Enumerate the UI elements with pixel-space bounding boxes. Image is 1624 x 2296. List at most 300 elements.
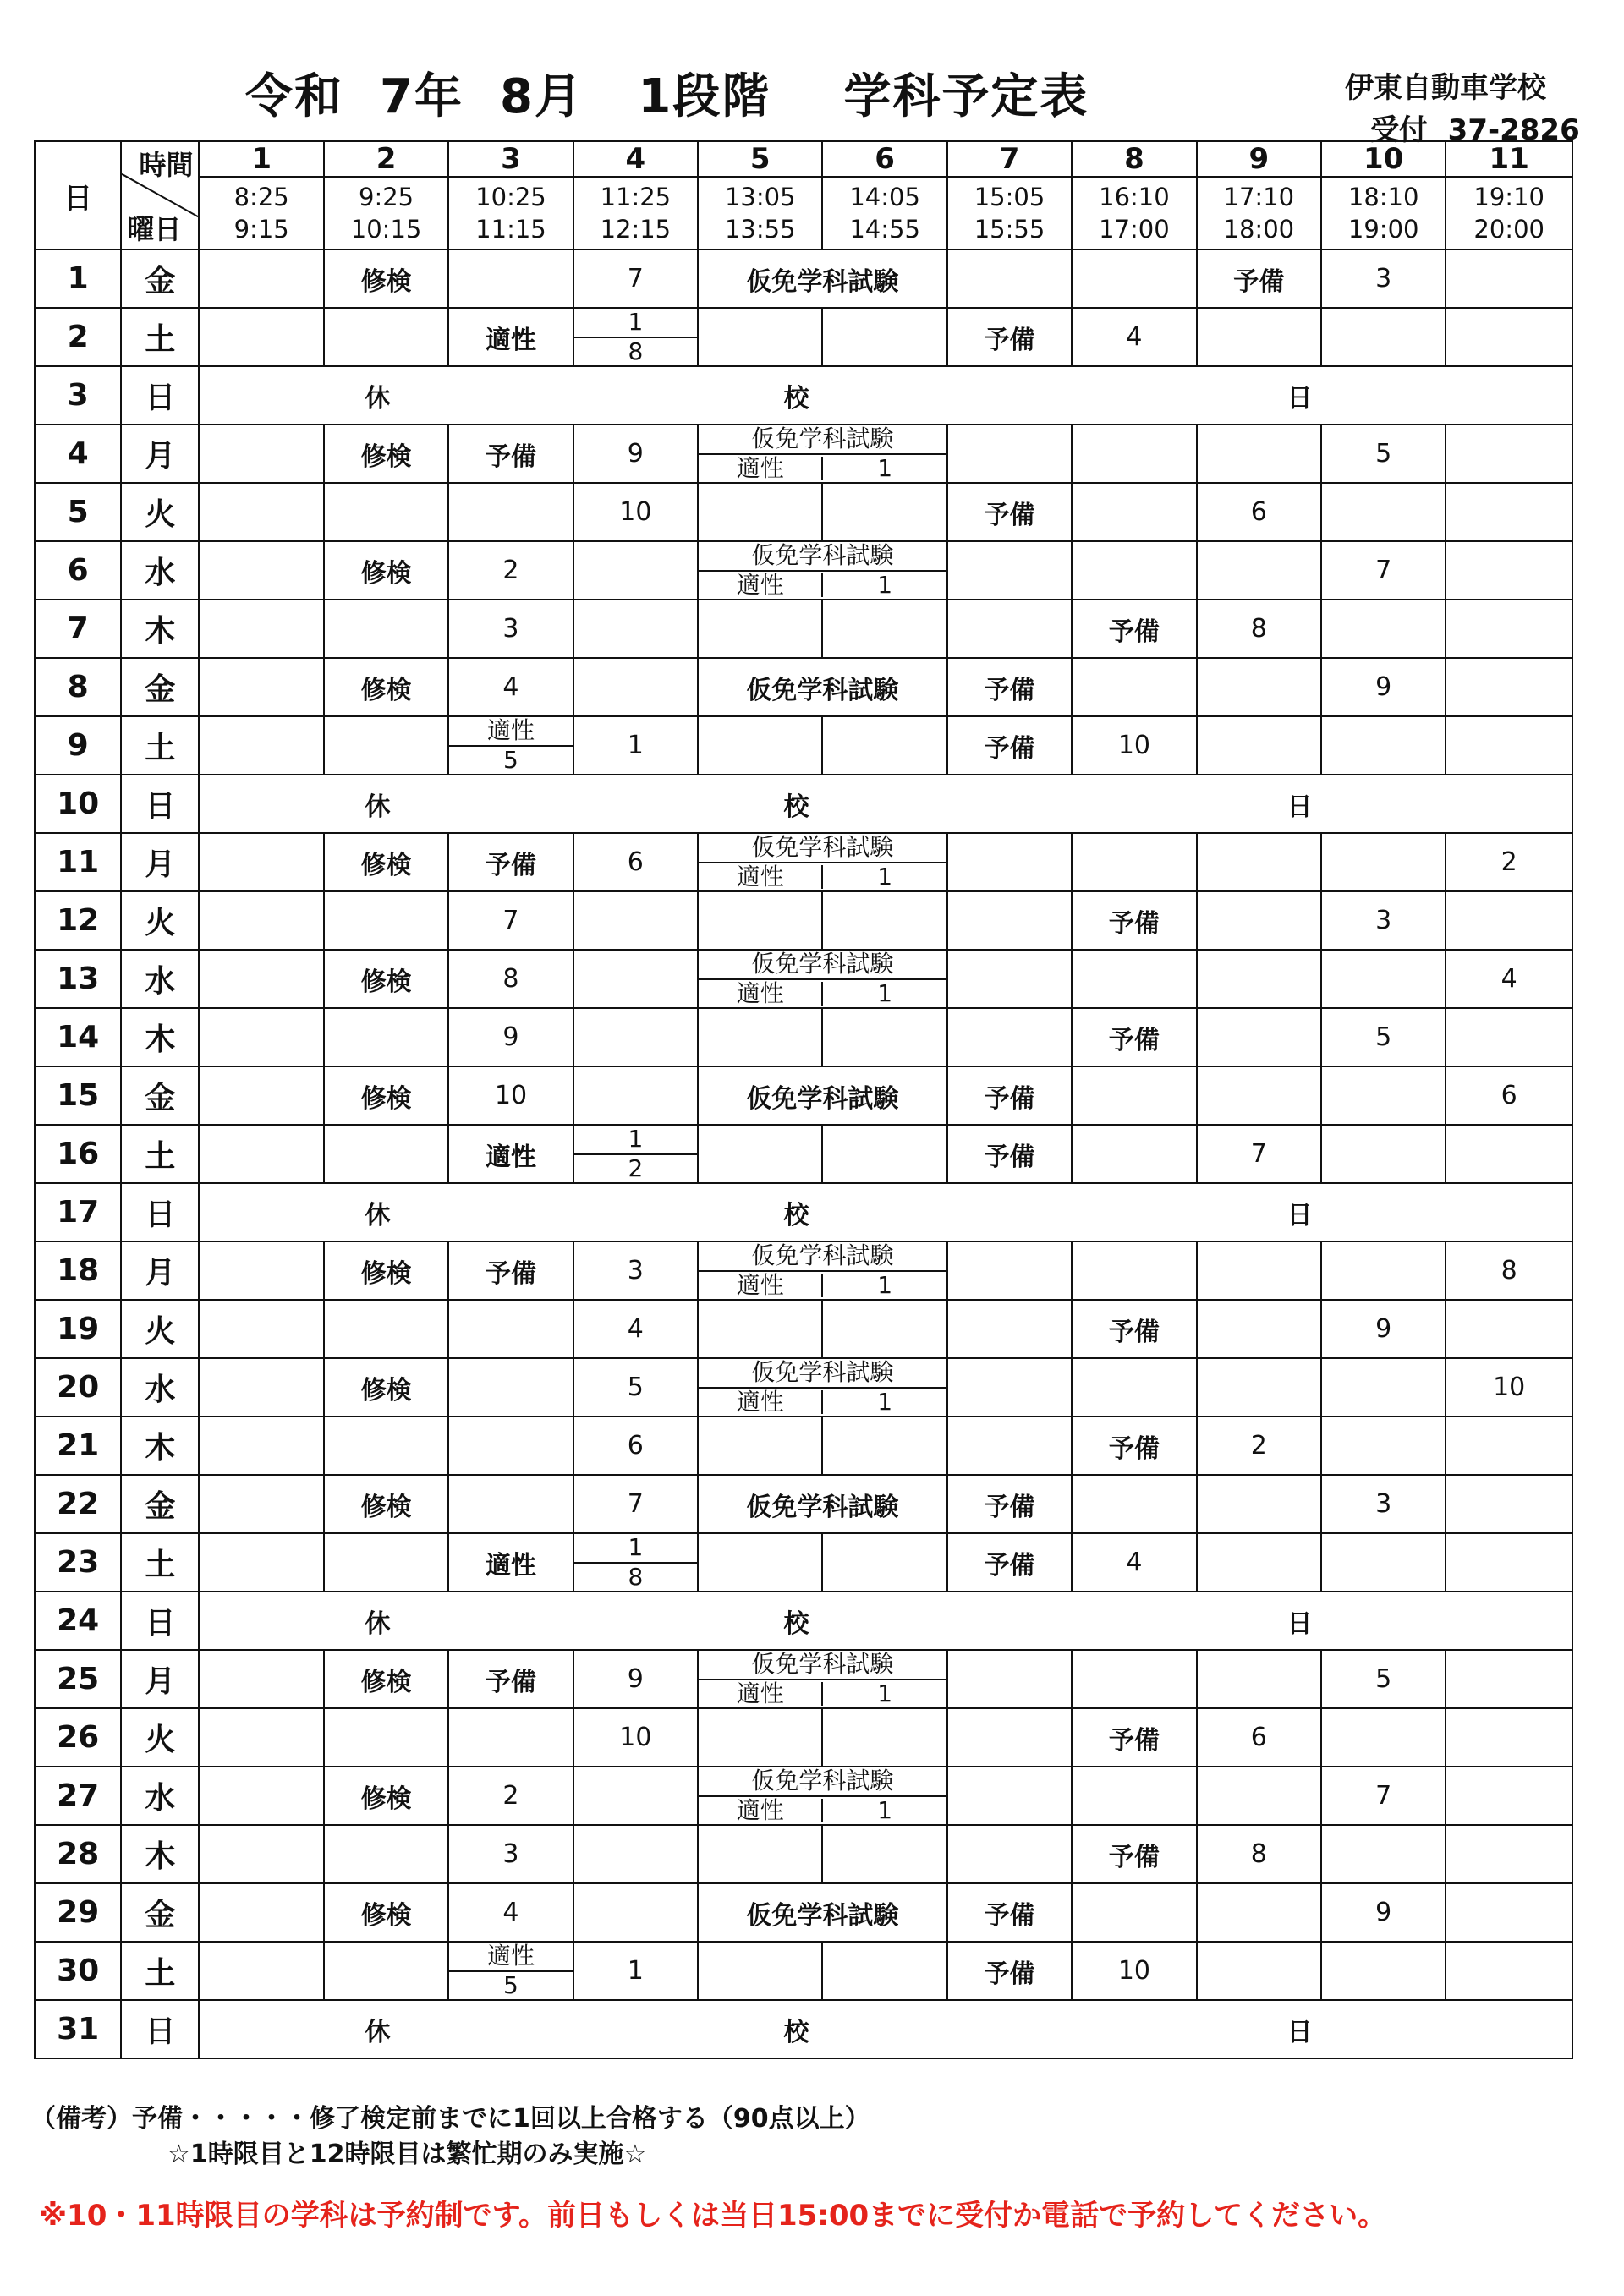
period-9 bbox=[1197, 716, 1321, 775]
reservation-note: ※10・11時限目の学科は予約制です。前日もしくは当日15:00までに受付か電話で予約してください。 bbox=[39, 2199, 1387, 2233]
day-row bbox=[35, 1592, 1572, 1650]
day-row bbox=[35, 833, 1572, 891]
period-7 bbox=[947, 891, 1072, 950]
day-row bbox=[35, 891, 1572, 950]
period-4 bbox=[573, 1125, 698, 1183]
schedule-table bbox=[34, 140, 1573, 2059]
period-2 bbox=[324, 716, 448, 775]
period-8: 予備 bbox=[1072, 1008, 1196, 1066]
period-9 bbox=[1197, 658, 1321, 716]
period-3 bbox=[448, 1417, 573, 1475]
period-end: 14:55 bbox=[849, 215, 920, 244]
period-8 bbox=[1072, 1241, 1196, 1300]
aptitude-split-bottom: 5 bbox=[503, 745, 518, 774]
period-2: 修検 bbox=[324, 1767, 448, 1825]
number-split bbox=[574, 309, 697, 365]
day-number: 13 bbox=[35, 950, 121, 1008]
period-number-3: 3 bbox=[448, 141, 573, 177]
period-4: 10 bbox=[573, 483, 698, 541]
day-number: 3 bbox=[35, 366, 121, 425]
period-6 bbox=[822, 1008, 946, 1066]
period-11 bbox=[1446, 1883, 1572, 1942]
period-10: 3 bbox=[1321, 249, 1446, 308]
period-11 bbox=[1446, 541, 1572, 600]
exam-aptitude-cell bbox=[698, 1650, 947, 1708]
period-3: 8 bbox=[448, 950, 573, 1008]
period-4 bbox=[573, 950, 698, 1008]
period-11: 6 bbox=[1446, 1066, 1572, 1125]
period-5 bbox=[698, 483, 822, 541]
period-1 bbox=[199, 833, 323, 891]
period-1 bbox=[199, 1125, 323, 1183]
period-time-9 bbox=[1197, 177, 1321, 249]
period-7 bbox=[947, 1241, 1072, 1300]
period-2 bbox=[324, 1125, 448, 1183]
period-7 bbox=[947, 1767, 1072, 1825]
period-2 bbox=[324, 1417, 448, 1475]
day-column-header: 日 bbox=[35, 141, 121, 249]
period-4 bbox=[573, 1883, 698, 1942]
period-10 bbox=[1321, 600, 1446, 658]
exam-aptitude bbox=[699, 1767, 946, 1824]
period-time-6 bbox=[822, 177, 946, 249]
number-split bbox=[574, 1534, 697, 1591]
period-10 bbox=[1321, 1942, 1446, 2000]
period-1 bbox=[199, 1358, 323, 1417]
period-3 bbox=[448, 249, 573, 308]
aptitude-label: 適性 bbox=[699, 982, 823, 1006]
aptitude-label: 適性 bbox=[699, 1274, 823, 1297]
exam-aptitude-cell bbox=[698, 1767, 947, 1825]
title-row bbox=[0, 59, 1624, 147]
weekday: 水 bbox=[121, 950, 199, 1008]
period-3: 予備 bbox=[448, 1241, 573, 1300]
weekday: 木 bbox=[121, 1825, 199, 1883]
period-1 bbox=[199, 1533, 323, 1592]
number-split-top: 1 bbox=[574, 309, 697, 338]
period-5 bbox=[698, 1125, 822, 1183]
period-1 bbox=[199, 1066, 323, 1125]
period-2: 修検 bbox=[324, 1241, 448, 1300]
exam-cell: 仮免学科試験 bbox=[698, 1066, 947, 1125]
period-10: 7 bbox=[1321, 541, 1446, 600]
day-number: 26 bbox=[35, 1708, 121, 1767]
closed-word-1: 休 bbox=[365, 383, 391, 414]
period-3: 2 bbox=[448, 541, 573, 600]
closed-word-2: 校 bbox=[783, 792, 809, 822]
page-title: 令和 7年 8月 1段階 学科予定表 bbox=[245, 69, 1089, 124]
period-7: 予備 bbox=[947, 1475, 1072, 1533]
period-number-5: 5 bbox=[698, 141, 822, 177]
period-2 bbox=[324, 1825, 448, 1883]
period-1 bbox=[199, 1475, 323, 1533]
day-row bbox=[35, 1767, 1572, 1825]
period-7 bbox=[947, 833, 1072, 891]
period-11 bbox=[1446, 1942, 1572, 2000]
day-number: 31 bbox=[35, 2000, 121, 2058]
period-3: 適性 bbox=[448, 1533, 573, 1592]
period-7 bbox=[947, 1825, 1072, 1883]
period-time-7 bbox=[947, 177, 1072, 249]
day-number: 1 bbox=[35, 249, 121, 308]
day-number: 29 bbox=[35, 1883, 121, 1942]
weekday: 金 bbox=[121, 1883, 199, 1942]
period-10: 9 bbox=[1321, 1883, 1446, 1942]
day-number: 2 bbox=[35, 308, 121, 366]
period-9 bbox=[1197, 1066, 1321, 1125]
period-end: 12:15 bbox=[600, 215, 672, 244]
period-5 bbox=[698, 308, 822, 366]
closed-day-cell bbox=[199, 366, 1572, 425]
period-9 bbox=[1197, 1883, 1321, 1942]
period-8 bbox=[1072, 950, 1196, 1008]
period-4 bbox=[573, 1533, 698, 1592]
exam-label: 仮免学科試験 bbox=[699, 1359, 946, 1389]
period-4 bbox=[573, 600, 698, 658]
period-2 bbox=[324, 1708, 448, 1767]
weekday: 土 bbox=[121, 308, 199, 366]
period-2: 修検 bbox=[324, 249, 448, 308]
period-1 bbox=[199, 716, 323, 775]
period-end: 13:55 bbox=[724, 215, 796, 244]
period-8: 予備 bbox=[1072, 1825, 1196, 1883]
day-row bbox=[35, 249, 1572, 308]
header-row-periods bbox=[35, 141, 1572, 177]
period-8 bbox=[1072, 1883, 1196, 1942]
period-7: 予備 bbox=[947, 1125, 1072, 1183]
period-9 bbox=[1197, 833, 1321, 891]
period-end: 17:00 bbox=[1099, 215, 1170, 244]
day-row bbox=[35, 1942, 1572, 2000]
period-11: 2 bbox=[1446, 833, 1572, 891]
aptitude-row bbox=[699, 980, 946, 1008]
weekday: 日 bbox=[121, 775, 199, 833]
period-9 bbox=[1197, 541, 1321, 600]
aptitude-value: 1 bbox=[877, 570, 893, 599]
period-1 bbox=[199, 1825, 323, 1883]
aptitude-row bbox=[699, 1797, 946, 1825]
period-start: 15:05 bbox=[974, 183, 1045, 211]
closed-day-cell bbox=[199, 2000, 1572, 2058]
exam-aptitude bbox=[699, 425, 946, 482]
period-5 bbox=[698, 600, 822, 658]
period-4: 1 bbox=[573, 1942, 698, 2000]
period-start: 13:05 bbox=[724, 183, 796, 211]
period-number-9: 9 bbox=[1197, 141, 1321, 177]
period-6 bbox=[822, 1533, 946, 1592]
period-4: 6 bbox=[573, 833, 698, 891]
period-5 bbox=[698, 891, 822, 950]
period-10: 5 bbox=[1321, 1650, 1446, 1708]
period-11 bbox=[1446, 249, 1572, 308]
day-number: 22 bbox=[35, 1475, 121, 1533]
period-start: 16:10 bbox=[1099, 183, 1170, 211]
period-time-2 bbox=[324, 177, 448, 249]
period-2: 修検 bbox=[324, 833, 448, 891]
closed-word-1: 休 bbox=[365, 792, 391, 822]
weekday: 月 bbox=[121, 1241, 199, 1300]
period-8: 予備 bbox=[1072, 1708, 1196, 1767]
period-5 bbox=[698, 1008, 822, 1066]
period-6 bbox=[822, 1300, 946, 1358]
period-time-11 bbox=[1446, 177, 1572, 249]
day-row bbox=[35, 1241, 1572, 1300]
period-9 bbox=[1197, 1358, 1321, 1417]
aptitude-row bbox=[699, 1272, 946, 1300]
period-8 bbox=[1072, 541, 1196, 600]
period-9: 7 bbox=[1197, 1125, 1321, 1183]
exam-aptitude-cell bbox=[698, 1241, 947, 1300]
period-8 bbox=[1072, 249, 1196, 308]
period-7 bbox=[947, 1008, 1072, 1066]
period-10: 9 bbox=[1321, 1300, 1446, 1358]
period-1 bbox=[199, 249, 323, 308]
period-3: 4 bbox=[448, 1883, 573, 1942]
aptitude-split-top: 適性 bbox=[449, 717, 572, 747]
day-row bbox=[35, 1358, 1572, 1417]
period-8 bbox=[1072, 1125, 1196, 1183]
weekday: 木 bbox=[121, 1417, 199, 1475]
period-7 bbox=[947, 425, 1072, 483]
period-4 bbox=[573, 541, 698, 600]
period-number-4: 4 bbox=[573, 141, 698, 177]
aptitude-value: 1 bbox=[877, 978, 893, 1007]
period-time-8 bbox=[1072, 177, 1196, 249]
aptitude-label: 適性 bbox=[699, 865, 823, 889]
exam-aptitude bbox=[699, 542, 946, 599]
day-number: 27 bbox=[35, 1767, 121, 1825]
period-3 bbox=[448, 1708, 573, 1767]
period-11 bbox=[1446, 1417, 1572, 1475]
period-10 bbox=[1321, 1417, 1446, 1475]
period-1 bbox=[199, 483, 323, 541]
weekday: 日 bbox=[121, 2000, 199, 2058]
closed-word-2: 校 bbox=[783, 383, 809, 414]
weekday: 日 bbox=[121, 1592, 199, 1650]
exam-aptitude-cell bbox=[698, 833, 947, 891]
weekday: 月 bbox=[121, 1650, 199, 1708]
exam-label: 仮免学科試験 bbox=[699, 1242, 946, 1272]
closed-day-cell bbox=[199, 1183, 1572, 1241]
weekday: 金 bbox=[121, 1475, 199, 1533]
day-row bbox=[35, 2000, 1572, 2058]
period-4: 9 bbox=[573, 1650, 698, 1708]
period-4 bbox=[573, 891, 698, 950]
period-7 bbox=[947, 541, 1072, 600]
day-number: 12 bbox=[35, 891, 121, 950]
period-11: 4 bbox=[1446, 950, 1572, 1008]
remarks-line1: 予備・・・・・修了検定前までに1回以上合格する（90点以上） bbox=[132, 2104, 870, 2134]
exam-aptitude bbox=[699, 1242, 946, 1299]
exam-aptitude bbox=[699, 834, 946, 890]
aptitude-value: 1 bbox=[877, 1387, 893, 1416]
period-1 bbox=[199, 1650, 323, 1708]
period-6 bbox=[822, 1825, 946, 1883]
period-3: 7 bbox=[448, 891, 573, 950]
period-11 bbox=[1446, 1533, 1572, 1592]
period-3 bbox=[448, 1475, 573, 1533]
period-6 bbox=[822, 891, 946, 950]
day-row bbox=[35, 1183, 1572, 1241]
period-1 bbox=[199, 1767, 323, 1825]
period-start: 18:10 bbox=[1347, 183, 1419, 211]
day-row bbox=[35, 716, 1572, 775]
day-number: 8 bbox=[35, 658, 121, 716]
period-time-3 bbox=[448, 177, 573, 249]
aptitude-split bbox=[449, 1943, 572, 1999]
day-row bbox=[35, 600, 1572, 658]
period-9 bbox=[1197, 950, 1321, 1008]
period-7 bbox=[947, 600, 1072, 658]
day-number: 9 bbox=[35, 716, 121, 775]
day-number: 5 bbox=[35, 483, 121, 541]
period-8: 10 bbox=[1072, 716, 1196, 775]
period-4: 9 bbox=[573, 425, 698, 483]
period-2 bbox=[324, 600, 448, 658]
period-9 bbox=[1197, 1650, 1321, 1708]
period-7 bbox=[947, 1650, 1072, 1708]
period-3: 予備 bbox=[448, 833, 573, 891]
aptitude-label: 適性 bbox=[699, 573, 823, 597]
day-row bbox=[35, 950, 1572, 1008]
closed-word-3: 日 bbox=[1287, 383, 1313, 414]
weekday: 月 bbox=[121, 833, 199, 891]
period-4: 7 bbox=[573, 1475, 698, 1533]
period-7 bbox=[947, 249, 1072, 308]
period-10 bbox=[1321, 1533, 1446, 1592]
exam-cell: 仮免学科試験 bbox=[698, 249, 947, 308]
day-number: 21 bbox=[35, 1417, 121, 1475]
period-11 bbox=[1446, 483, 1572, 541]
period-6 bbox=[822, 1942, 946, 2000]
day-number: 24 bbox=[35, 1592, 121, 1650]
period-9 bbox=[1197, 425, 1321, 483]
period-11 bbox=[1446, 1008, 1572, 1066]
aptitude-label: 適性 bbox=[699, 1682, 823, 1706]
period-9: 6 bbox=[1197, 483, 1321, 541]
weekday: 木 bbox=[121, 1008, 199, 1066]
closed-word-3: 日 bbox=[1287, 1608, 1313, 1639]
period-10 bbox=[1321, 716, 1446, 775]
day-row bbox=[35, 1475, 1572, 1533]
period-1 bbox=[199, 308, 323, 366]
exam-cell: 仮免学科試験 bbox=[698, 1883, 947, 1942]
period-9 bbox=[1197, 1475, 1321, 1533]
period-7 bbox=[947, 1708, 1072, 1767]
number-split-bottom: 8 bbox=[628, 1562, 644, 1591]
period-11 bbox=[1446, 1125, 1572, 1183]
period-start: 19:10 bbox=[1473, 183, 1544, 211]
period-8 bbox=[1072, 658, 1196, 716]
closed-word-2: 校 bbox=[783, 2017, 809, 2047]
period-number-10: 10 bbox=[1321, 141, 1446, 177]
aptitude-row bbox=[699, 572, 946, 600]
period-3: 3 bbox=[448, 1825, 573, 1883]
period-4 bbox=[573, 658, 698, 716]
day-row bbox=[35, 1417, 1572, 1475]
closed-day-cell bbox=[199, 775, 1572, 833]
exam-aptitude bbox=[699, 1651, 946, 1707]
period-7 bbox=[947, 950, 1072, 1008]
exam-label: 仮免学科試験 bbox=[699, 1767, 946, 1797]
period-6 bbox=[822, 1417, 946, 1475]
period-3: 9 bbox=[448, 1008, 573, 1066]
period-4 bbox=[573, 1767, 698, 1825]
day-row bbox=[35, 1300, 1572, 1358]
day-number: 16 bbox=[35, 1125, 121, 1183]
period-7: 予備 bbox=[947, 1942, 1072, 2000]
period-10 bbox=[1321, 308, 1446, 366]
period-11 bbox=[1446, 1825, 1572, 1883]
period-4: 1 bbox=[573, 716, 698, 775]
period-7: 予備 bbox=[947, 483, 1072, 541]
period-10: 5 bbox=[1321, 1008, 1446, 1066]
day-number: 17 bbox=[35, 1183, 121, 1241]
period-7: 予備 bbox=[947, 1533, 1072, 1592]
period-4: 4 bbox=[573, 1300, 698, 1358]
period-11 bbox=[1446, 1708, 1572, 1767]
period-1 bbox=[199, 1708, 323, 1767]
closed-word-2: 校 bbox=[783, 1608, 809, 1639]
remarks-label: （備考） bbox=[30, 2104, 132, 2134]
period-8: 4 bbox=[1072, 308, 1196, 366]
period-10: 7 bbox=[1321, 1767, 1446, 1825]
period-number-2: 2 bbox=[324, 141, 448, 177]
period-start: 14:05 bbox=[849, 183, 920, 211]
period-1 bbox=[199, 1300, 323, 1358]
aptitude-row bbox=[699, 455, 946, 483]
period-2 bbox=[324, 891, 448, 950]
day-number: 7 bbox=[35, 600, 121, 658]
period-2: 修検 bbox=[324, 541, 448, 600]
remarks-line2: ☆1時限目と12時限目は繁忙期のみ実施☆ bbox=[167, 2140, 647, 2169]
period-7: 予備 bbox=[947, 1066, 1072, 1125]
period-2: 修検 bbox=[324, 658, 448, 716]
period-10: 3 bbox=[1321, 1475, 1446, 1533]
period-5 bbox=[698, 1708, 822, 1767]
number-split-top: 1 bbox=[574, 1534, 697, 1564]
period-3: 適性 bbox=[448, 308, 573, 366]
period-9 bbox=[1197, 308, 1321, 366]
day-number: 19 bbox=[35, 1300, 121, 1358]
exam-label: 仮免学科試験 bbox=[699, 542, 946, 572]
weekday: 水 bbox=[121, 1358, 199, 1417]
period-2 bbox=[324, 308, 448, 366]
weekday: 金 bbox=[121, 249, 199, 308]
period-9 bbox=[1197, 1942, 1321, 2000]
closed-word-3: 日 bbox=[1287, 2017, 1313, 2047]
period-number-7: 7 bbox=[947, 141, 1072, 177]
weekday: 土 bbox=[121, 1942, 199, 2000]
remarks bbox=[30, 2101, 870, 2173]
period-9: 8 bbox=[1197, 600, 1321, 658]
period-2: 修検 bbox=[324, 1650, 448, 1708]
aptitude-split-bottom: 5 bbox=[503, 1970, 518, 1999]
period-9 bbox=[1197, 1008, 1321, 1066]
aptitude-value: 1 bbox=[877, 453, 893, 482]
weekday-label: 曜日 bbox=[127, 213, 182, 245]
time-weekday-header bbox=[121, 141, 199, 249]
weekday: 木 bbox=[121, 600, 199, 658]
day-row bbox=[35, 1125, 1572, 1183]
period-4: 6 bbox=[573, 1417, 698, 1475]
day-row bbox=[35, 1533, 1572, 1592]
day-row bbox=[35, 425, 1572, 483]
period-6 bbox=[822, 716, 946, 775]
period-2: 修検 bbox=[324, 1883, 448, 1942]
period-1 bbox=[199, 1008, 323, 1066]
period-10 bbox=[1321, 1708, 1446, 1767]
